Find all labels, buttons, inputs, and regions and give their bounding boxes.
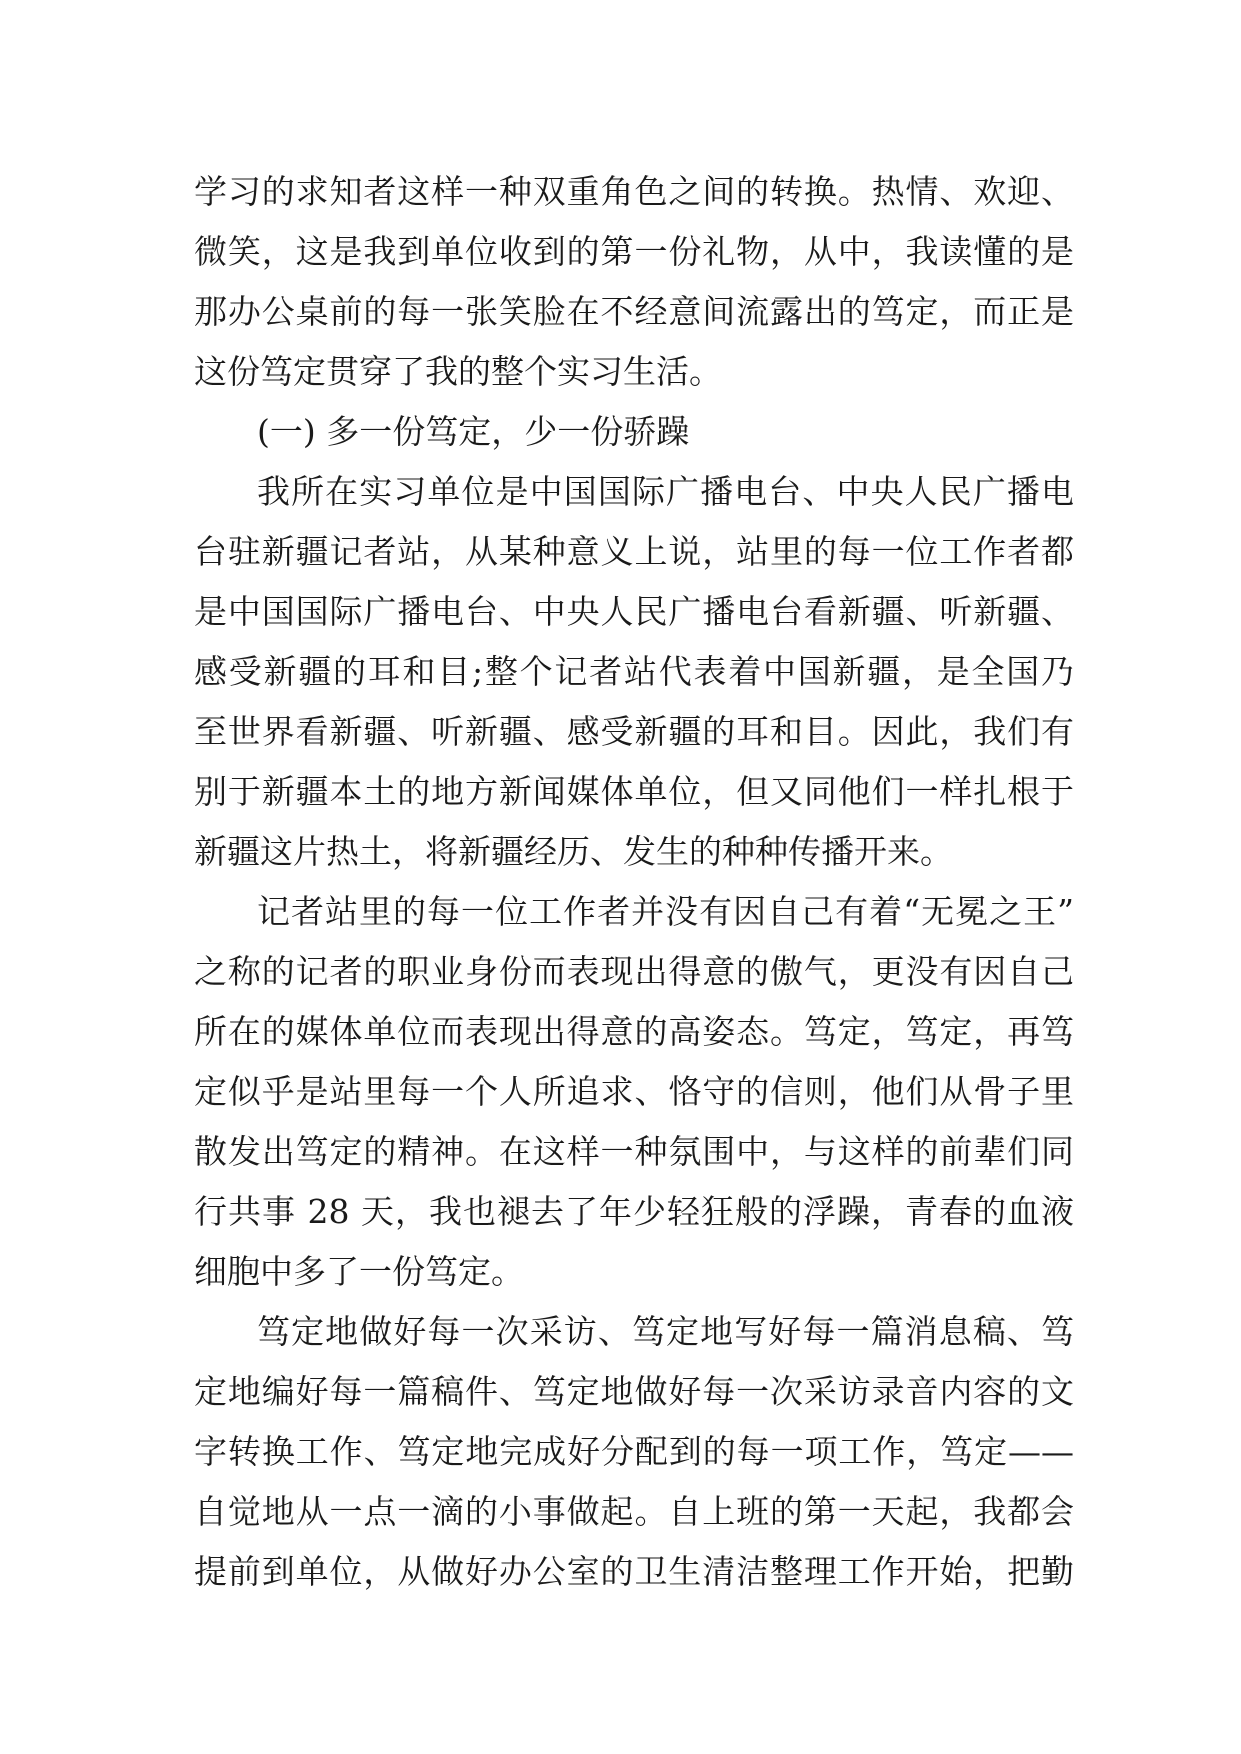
text-line: 字转换工作、笃定地完成好分配到的每一项工作，笃定——	[194, 1432, 1074, 1471]
text-line: 台驻新疆记者站，从某种意义上说，站里的每一位工作者都	[194, 532, 1074, 571]
body-text	[194, 162, 1074, 1602]
text-line: 这份笃定贯穿了我的整个实习生活。	[194, 352, 722, 391]
text-line: 定地编好每一篇稿件、笃定地做好每一次采访录音内容的文	[194, 1372, 1074, 1411]
text-line: 定似乎是站里每一个人所追求、恪守的信则，他们从骨子里	[194, 1072, 1074, 1111]
text-line: 之称的记者的职业身份而表现出得意的傲气，更没有因自己	[194, 952, 1074, 991]
paragraph-first-line: 我所在实习单位是中国国际广播电台、中央人民广播电	[257, 472, 1074, 511]
paragraph-first-line: 笃定地做好每一次采访、笃定地写好每一篇消息稿、笃	[257, 1312, 1074, 1351]
text-line: 别于新疆本土的地方新闻媒体单位，但又同他们一样扎根于	[194, 772, 1074, 811]
text-line: 感受新疆的耳和目;整个记者站代表着中国新疆，是全国乃	[194, 652, 1074, 691]
text-line: 那办公桌前的每一张笑脸在不经意间流露出的笃定，而正是	[194, 292, 1074, 331]
text-line: 至世界看新疆、听新疆、感受新疆的耳和目。因此，我们有	[194, 712, 1074, 751]
text-line: 学习的求知者这样一种双重角色之间的转换。热情、欢迎、	[194, 172, 1074, 211]
text-line: 微笑，这是我到单位收到的第一份礼物，从中，我读懂的是	[194, 232, 1074, 271]
text-line: 所在的媒体单位而表现出得意的高姿态。笃定，笃定，再笃	[194, 1012, 1074, 1051]
text-line: 行共事 28 天，我也褪去了年少轻狂般的浮躁，青春的血液	[194, 1192, 1074, 1231]
paragraph-first-line: 记者站里的每一位工作者并没有因自己有着“无冕之王”	[257, 892, 1074, 931]
text-line: 新疆这片热土，将新疆经历、发生的种种传播开来。	[194, 832, 953, 871]
text-line: 是中国国际广播电台、中央人民广播电台看新疆、听新疆、	[194, 592, 1074, 631]
text-line: 散发出笃定的精神。在这样一种氛围中，与这样的前辈们同	[194, 1132, 1074, 1171]
text-line: 自觉地从一点一滴的小事做起。自上班的第一天起，我都会	[194, 1492, 1074, 1531]
text-line: 提前到单位，从做好办公室的卫生清洁整理工作开始，把勤	[194, 1552, 1074, 1591]
text-line: 细胞中多了一份笃定。	[194, 1252, 524, 1291]
section-heading: (一) 多一份笃定，少一份骄躁	[257, 412, 690, 451]
